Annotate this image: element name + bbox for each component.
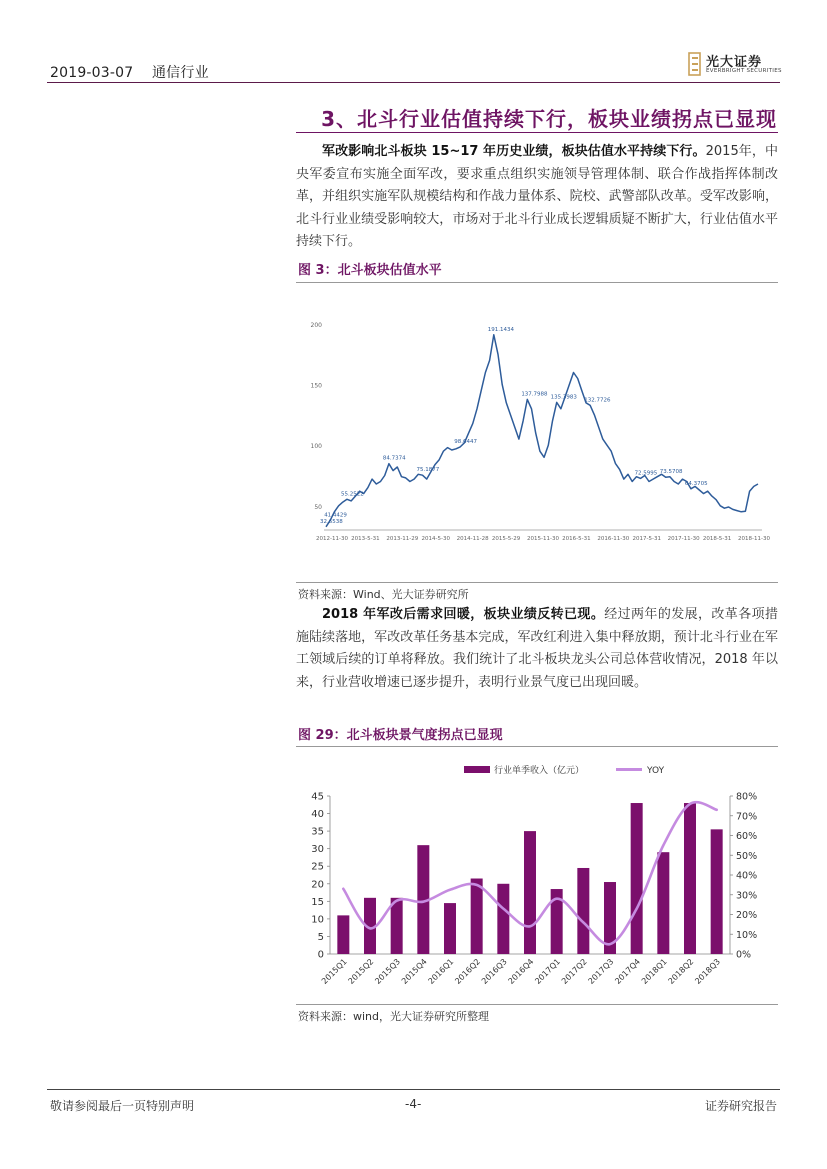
legend-swatch-revenue — [464, 766, 490, 773]
x-tick-label: 2015-5-29 — [491, 536, 521, 542]
left-tick-label: 15 — [311, 896, 324, 908]
category-label: 2015Q4 — [399, 957, 429, 986]
data-label: 72.5995 — [634, 470, 658, 477]
data-label: 132.7726 — [584, 397, 611, 404]
left-tick-label: 30 — [311, 844, 324, 856]
revenue-bar — [471, 879, 483, 954]
paragraph-lead: 军改影响北斗板块 15~17 年历史业绩，板块估值水平持续下行。 — [322, 144, 706, 159]
logo-cn-text: 光大证券 — [706, 55, 763, 70]
figure-3-title: 图 3：北斗板块估值水平 — [298, 263, 442, 278]
industry-name: 通信行业 — [151, 65, 209, 81]
right-tick-label: 70% — [736, 811, 758, 823]
footer-page-number: -4- — [405, 1097, 422, 1111]
x-tick-label: 2017-11-30 — [667, 536, 700, 542]
left-tick-label: 45 — [311, 791, 324, 803]
data-label: 191.1434 — [487, 326, 515, 333]
legend-label-revenue: 行业单季收入（亿元） — [494, 766, 585, 776]
logo-mark-icon — [688, 52, 702, 76]
legend-label-yoy: YOY — [647, 766, 665, 776]
section-title-underline — [296, 132, 778, 133]
category-label: 2016Q3 — [479, 957, 509, 986]
y-tick-label: 50 — [314, 503, 322, 511]
report-date: 2019-03-07 — [50, 65, 134, 81]
footer-report-type: 证券研究报告 — [704, 1099, 777, 1113]
category-label: 2018Q3 — [693, 957, 723, 986]
header-divider — [47, 82, 780, 83]
figure-29-title: 图 29：北斗板块景气度拐点已显现 — [298, 728, 503, 743]
x-tick-label: 2013-5-31 — [351, 536, 380, 542]
revenue-bar — [497, 884, 509, 954]
data-label: 75.1877 — [416, 467, 440, 474]
revenue-bar — [577, 868, 589, 954]
figure-29-top-rule — [296, 746, 778, 747]
right-tick-label: 30% — [736, 890, 758, 902]
y-tick-label: 100 — [310, 443, 322, 451]
x-tick-label: 2015-11-30 — [527, 536, 559, 542]
data-label: 64.3705 — [684, 480, 708, 487]
x-tick-label: 2014-11-28 — [456, 536, 489, 542]
left-tick-label: 40 — [311, 809, 324, 821]
right-tick-label: 20% — [736, 910, 758, 921]
category-label: 2017Q4 — [613, 957, 643, 986]
left-tick-label: 20 — [311, 879, 324, 891]
y-tick-label: 150 — [310, 382, 322, 390]
category-label: 2018Q1 — [639, 957, 669, 986]
data-label: 41.4429 — [324, 512, 347, 519]
right-tick-label: 50% — [736, 850, 758, 862]
category-label: 2015Q1 — [319, 957, 349, 986]
figure-29-source: 资料来源：wind，光大证券研究所整理 — [298, 1010, 490, 1023]
revenue-bar — [657, 852, 669, 954]
paragraph-body: 经过两年的发展，改革各项措施陆续落地，军改改革任务基本完成，军改红利进入集中释放期，预计北斗行业在军工领域后续的订单将释放。我们统计了北斗板块龙头公司总体营收情况，2018 年以来，行业营收增速已逐步提升，表明行业景气度已出现回暖。 — [296, 607, 778, 690]
revenue-bar — [444, 903, 456, 954]
revenue-bar — [711, 829, 723, 954]
revenue-yoy-chart — [296, 748, 778, 1002]
category-label: 2015Q3 — [373, 957, 403, 986]
right-tick-label: 80% — [736, 791, 758, 803]
paragraph-body: 2015年，中央军委宣布实施全面军改，要求重点组织实施领导管理体制、联合作战指挥体制改革，并组织实施军队规模结构和作战力量体系、院校、武警部队改革。受军改影响，北斗行业业绩受影响较大，市场对于北斗行业成长逻辑质疑不断扩大，行业估值水平持续下行。 — [296, 144, 778, 249]
company-logo — [688, 52, 782, 78]
x-tick-label: 2013-11-29 — [386, 536, 419, 542]
figure-29-bottom-rule — [296, 1004, 778, 1005]
section-title: 3、北斗行业估值持续下行，板块业绩拐点已显现 — [321, 107, 777, 131]
category-label: 2016Q2 — [453, 957, 483, 986]
category-label: 2017Q3 — [586, 957, 616, 986]
x-tick-label: 2014-5-30 — [421, 536, 450, 542]
left-tick-label: 5 — [317, 931, 324, 943]
x-tick-label: 2012-11-30 — [316, 536, 348, 542]
paragraph-military-reform — [296, 141, 778, 254]
revenue-bar — [631, 803, 643, 954]
figure-3-source: 资料来源：Wind、光大证券研究所 — [298, 588, 469, 601]
data-label: 55.2522 — [340, 491, 364, 498]
category-label: 2018Q2 — [666, 957, 696, 986]
x-tick-label: 2018-5-31 — [702, 536, 732, 542]
right-tick-label: 10% — [736, 929, 758, 941]
category-label: 2017Q2 — [559, 957, 589, 986]
revenue-bar — [684, 803, 696, 954]
left-tick-label: 0 — [317, 949, 324, 961]
footer-divider — [47, 1089, 780, 1090]
right-tick-label: 40% — [736, 870, 758, 882]
category-label: 2016Q4 — [506, 957, 536, 986]
category-label: 2017Q1 — [533, 957, 563, 986]
x-tick-label: 2016-11-30 — [597, 536, 630, 542]
logo-en-text: EVERBRIGHT SECURITIES — [706, 68, 782, 74]
y-tick-label: 200 — [310, 322, 322, 329]
data-label: 73.5708 — [659, 469, 683, 476]
paragraph-lead: 2018 年军改后需求回暖，板块业绩反转已现。 — [322, 607, 605, 622]
right-tick-label: 0% — [736, 949, 752, 961]
left-tick-label: 35 — [311, 826, 324, 838]
x-tick-label: 2017-5-31 — [632, 536, 661, 542]
footer-disclaimer: 敬请参阅最后一页特别声明 — [50, 1099, 195, 1113]
valuation-series-line — [326, 335, 758, 527]
figure-3-top-rule — [296, 282, 778, 283]
x-tick-label: 2016-5-31 — [562, 536, 591, 542]
right-tick-label: 60% — [736, 831, 758, 842]
data-label: 135.3983 — [550, 394, 577, 401]
category-label: 2016Q1 — [426, 957, 456, 986]
paragraph-demand-recovery — [296, 604, 778, 694]
data-label: 32.6538 — [320, 518, 343, 525]
left-tick-label: 25 — [311, 861, 324, 873]
category-label: 2015Q2 — [346, 957, 376, 986]
revenue-bar — [524, 831, 536, 954]
data-label: 98.6447 — [454, 438, 477, 445]
data-label: 137.7988 — [521, 391, 548, 398]
figure-3-bottom-rule — [296, 582, 778, 583]
x-tick-label: 2018-11-30 — [738, 536, 770, 542]
header-date-industry — [50, 62, 209, 82]
revenue-bar — [337, 915, 349, 954]
left-tick-label: 10 — [311, 914, 324, 926]
valuation-line-chart — [296, 284, 778, 580]
data-label: 84.7374 — [382, 455, 406, 462]
